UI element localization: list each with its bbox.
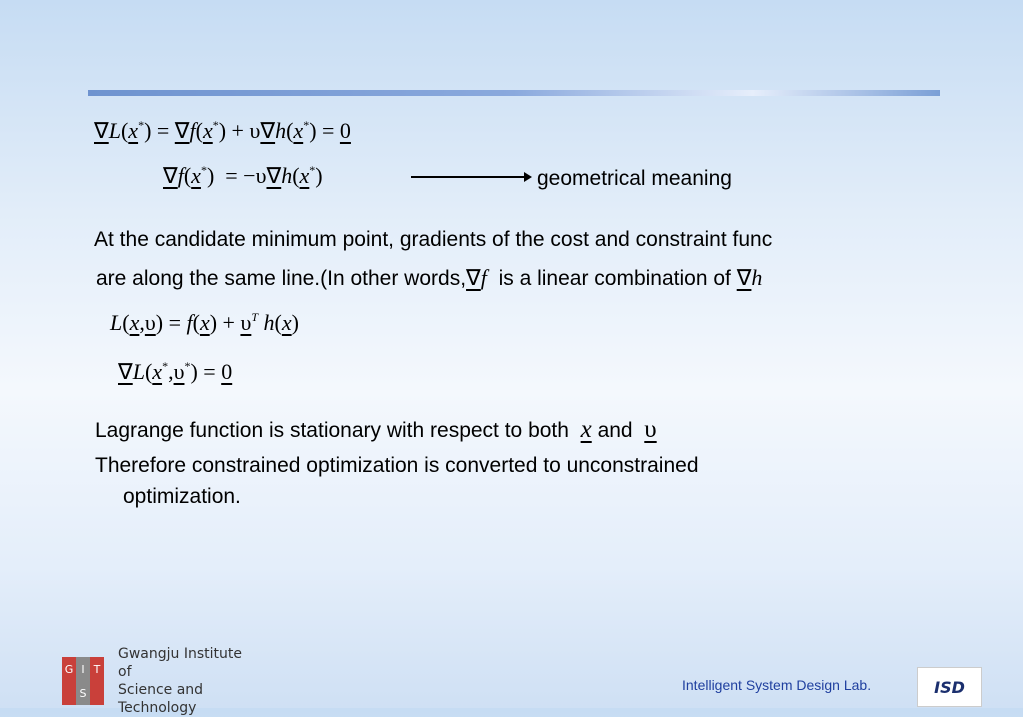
institute-name-line1: Gwangju Institute of bbox=[118, 646, 242, 680]
stationarity-equation: ∇L(x*,υ*) = 0 bbox=[118, 359, 233, 384]
paragraph-gradients-line2-start: are along the same line.(In other words, bbox=[96, 267, 467, 290]
paragraph-stationary: Lagrange function is stationary with respect to both x and υ bbox=[95, 416, 657, 443]
gist-letter-s: S bbox=[76, 681, 90, 705]
geometrical-meaning-label: geometrical meaning bbox=[537, 167, 732, 190]
paragraph-stationary-and: and bbox=[597, 419, 633, 442]
arrow-icon bbox=[411, 176, 529, 178]
paragraph-gradients-line2: are along the same line.(In other words,∇f is a linear combination of ∇h bbox=[96, 265, 763, 290]
gist-letter-t: T bbox=[90, 657, 104, 681]
title-divider-line bbox=[88, 90, 940, 96]
gist-letter-g: G bbox=[62, 657, 76, 681]
institute-name bbox=[118, 645, 254, 717]
gradient-lagrangian-equation: ∇L(x*) = ∇f(x*) + υ∇h(x*) = 0 bbox=[94, 118, 351, 143]
gist-letter-i: I bbox=[76, 657, 90, 681]
institute-name-line2: Science and Technology bbox=[118, 682, 204, 716]
lagrangian-definition-equation: $L(x,\upsilon) = f(x) + \upsilon^T$ h(x) bbox=[110, 310, 299, 335]
paragraph-conclusion-line2: optimization. bbox=[123, 485, 241, 508]
gist-block-red bbox=[62, 681, 76, 705]
gist-logo bbox=[62, 646, 254, 716]
paragraph-gradients-line2-end: is a linear combination of bbox=[498, 267, 731, 290]
gist-letter-grid bbox=[62, 657, 104, 705]
paragraph-conclusion-line1: Therefore constrained optimization is converted to unconstrained bbox=[95, 454, 699, 477]
paragraph-gradients-line1: At the candidate minimum point, gradients of the cost and constraint func bbox=[94, 228, 773, 251]
gradient-relation-equation: ∇f(x*) = −υ∇h(x*) bbox=[163, 163, 323, 188]
isd-logo: ISD bbox=[917, 667, 982, 707]
lab-name: Intelligent System Design Lab. bbox=[682, 677, 872, 693]
gist-block-red-2 bbox=[90, 681, 104, 705]
paragraph-stationary-text: Lagrange function is stationary with respect to both bbox=[95, 419, 569, 442]
